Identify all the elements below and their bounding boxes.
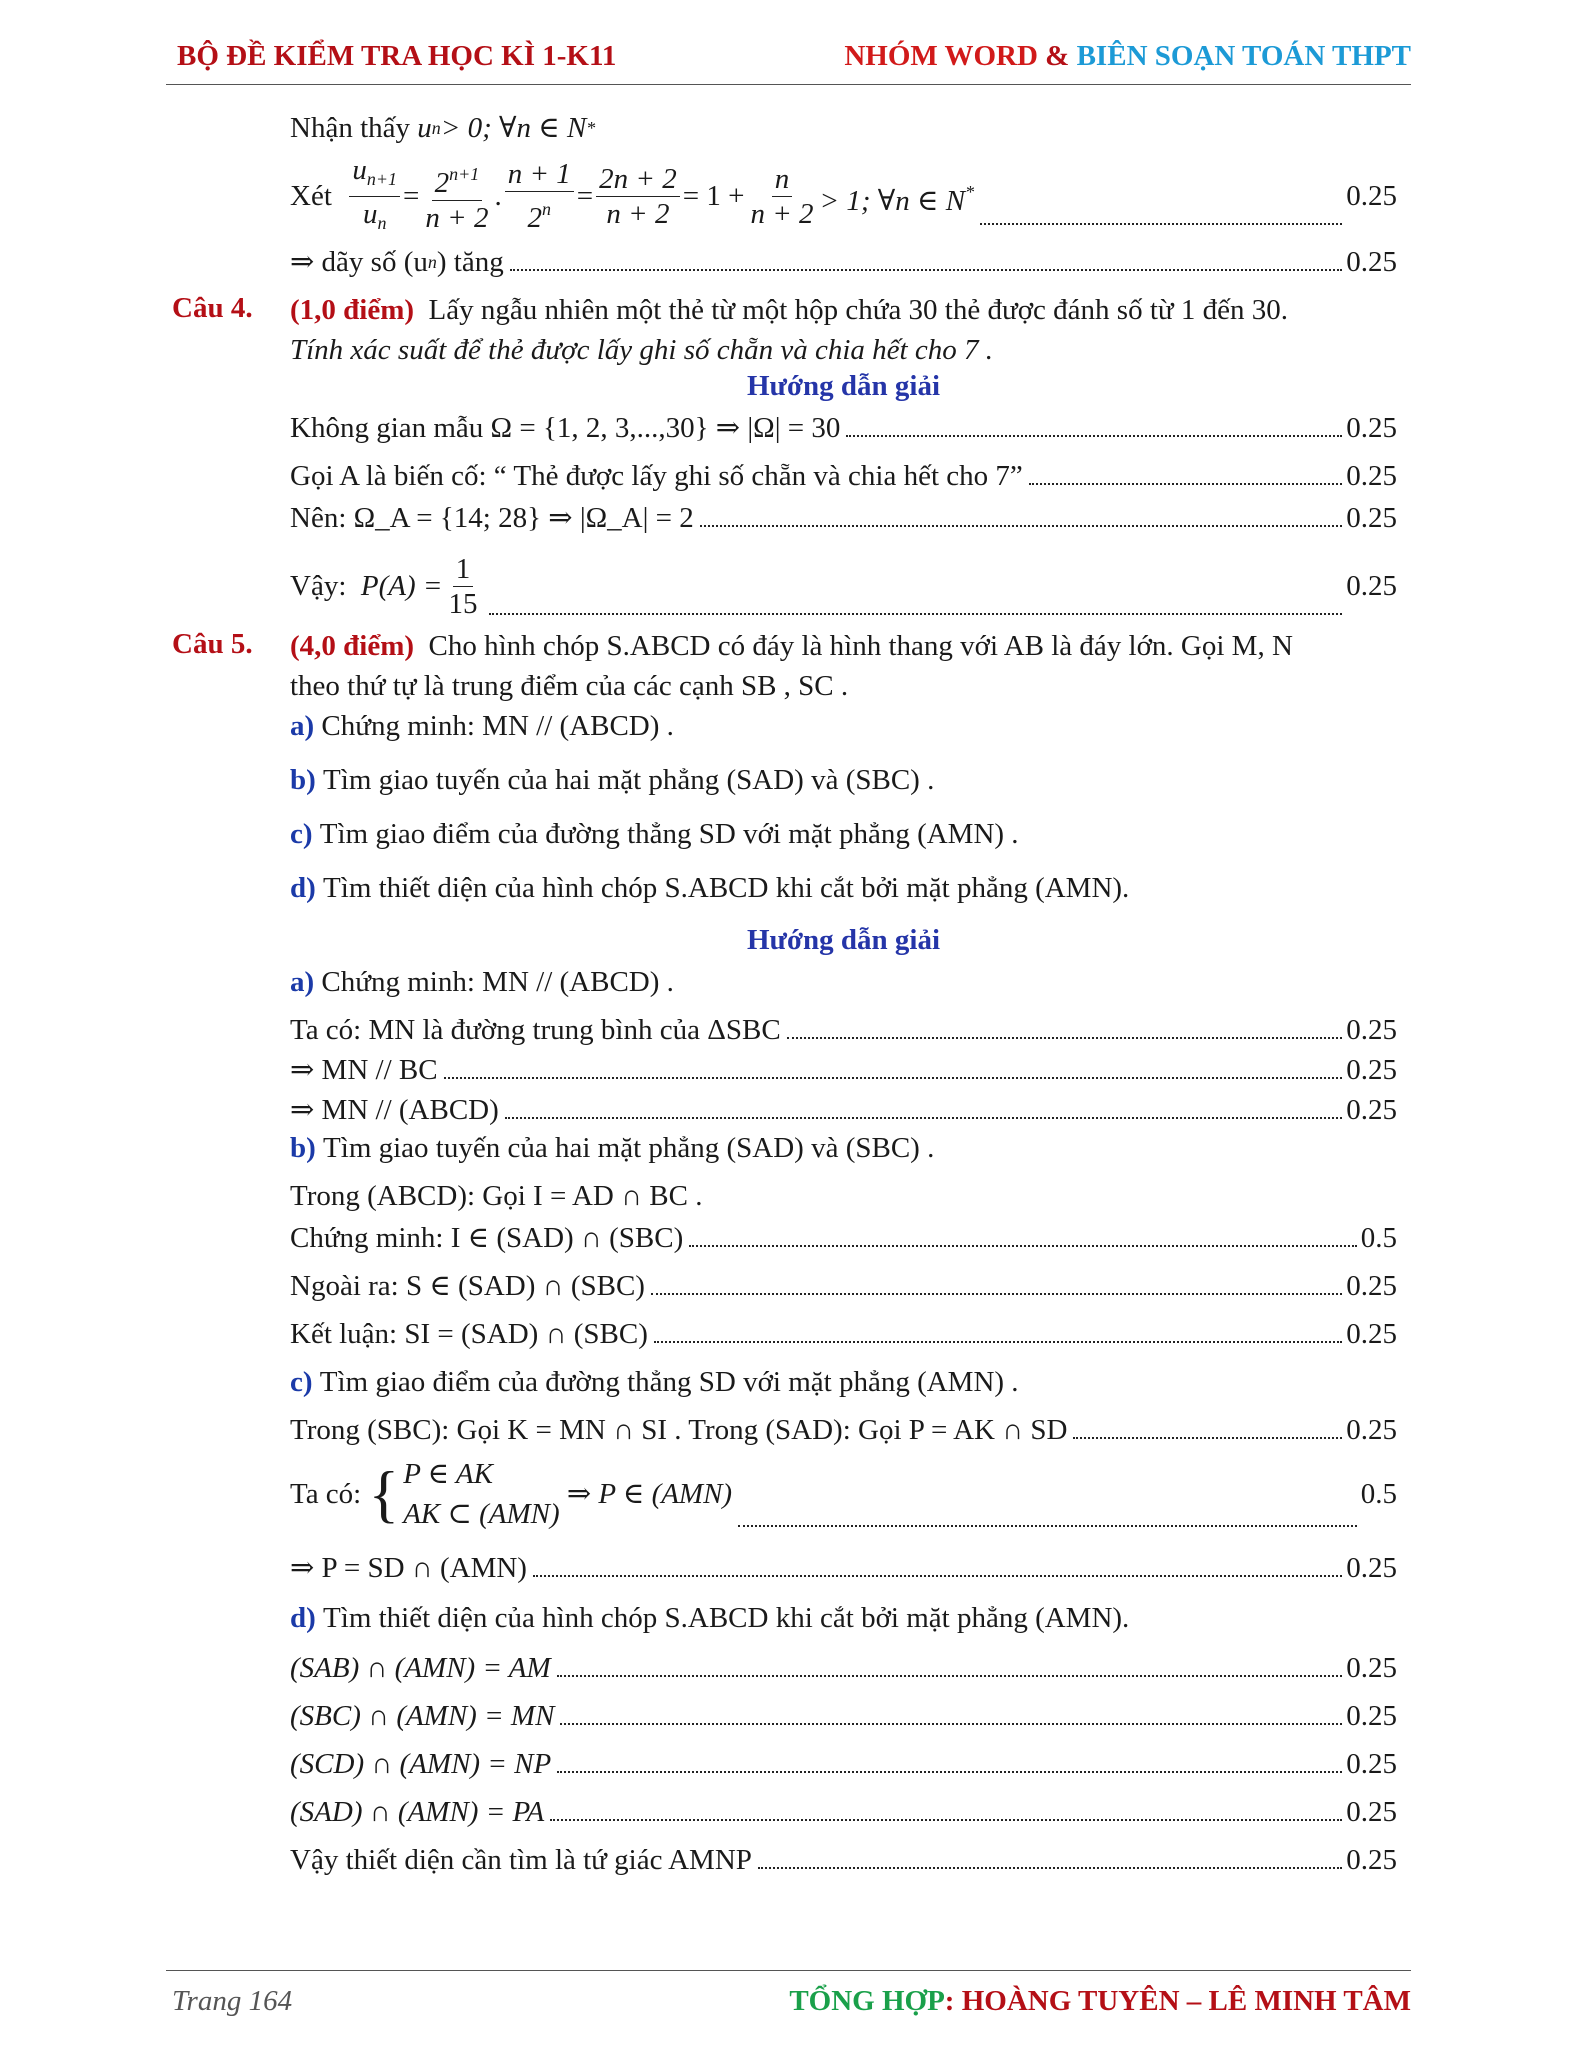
- header-group-subtitle: BIÊN SOẠN TOÁN THPT: [1069, 40, 1411, 72]
- q3-line-positive: Nhận thấy u n > 0; ∀n ∈ N *: [290, 112, 596, 144]
- q3-line-ratio: Xét $\frac{u_{n+1}}{u_n}$ = $\frac{2^{n+1}}{n + 2}$ . $\frac{n + 1}{2^n}$ = $\frac{2n + 2}{n + 2}$ = 1 + $\frac{n}{n + 2}$ > 1; ∀n ∈ N* 0.25: [290, 158, 1397, 234]
- header-title-left: BỘ ĐỀ KIỂM TRA HỌC KÌ 1-K11: [177, 40, 617, 72]
- q5-sol-step: Kết luận: SI = (SAD) ∩ (SBC) 0.25: [290, 1318, 1397, 1350]
- score: 0.25: [1346, 246, 1397, 278]
- q5-sol-step: (SCD) ∩ (AMN) = NP 0.25: [290, 1748, 1397, 1780]
- q5-part-c: c) Tìm giao điểm của đường thẳng SD với mặt phẳng (AMN) .: [290, 818, 1019, 850]
- q5-solution-title: Hướng dẫn giải: [746, 924, 941, 956]
- q5-sol-step: (SAB) ∩ (AMN) = AM 0.25: [290, 1652, 1397, 1684]
- q5-part-a: a) Chứng minh: MN // (ABCD) .: [290, 710, 674, 742]
- q5-sol-a-heading: a) Chứng minh: MN // (ABCD) .: [290, 966, 674, 998]
- q5-sol-step: Chứng minh: I ∈ (SAD) ∩ (SBC) 0.5: [290, 1222, 1397, 1254]
- question-4-label: Câu 4.: [172, 292, 253, 324]
- header-rule: [166, 84, 1411, 85]
- page-number: Trang 164: [172, 1985, 293, 2017]
- q5-sol-step: ⇒ MN // BC 0.25: [290, 1054, 1397, 1086]
- brace-symbol: {: [368, 1458, 400, 1529]
- question-5-prompt-line2: theo thứ tự là trung điểm của các cạnh SB , SC .: [290, 670, 849, 702]
- equation-system: P ∈ AK AK ⊂ (AMN): [403, 1458, 560, 1530]
- q4-step-probability: Vậy: P(A) = $\frac{1}{15}$ 0.25: [290, 552, 1397, 620]
- ratio-fraction-3: $\frac{n + 1}{2^n}$: [505, 157, 574, 235]
- question-5-label: Câu 5.: [172, 628, 253, 660]
- q5-sol-b-intro: Trong (ABCD): Gọi I = AD ∩ BC .: [290, 1180, 703, 1212]
- question-4-prompt-line2: Tính xác suất để thẻ được lấy ghi số chẵn và chia hết cho 7 .: [290, 334, 993, 366]
- header-group-name: NHÓM WORD: [844, 40, 1046, 72]
- q5-sol-d-heading: d) Tìm thiết diện của hình chóp S.ABCD khi cắt bởi mặt phẳng (AMN).: [290, 1602, 1130, 1634]
- q3-line-conclusion: ⇒ dãy số (u n ) tăng 0.25: [290, 246, 1397, 278]
- question-4-prompt-line1: (1,0 điểm) Lấy ngẫu nhiên một thẻ từ một hộp chứa 30 thẻ được đánh số từ 1 đến 30.: [290, 294, 1288, 326]
- score: 0.25: [1346, 180, 1397, 212]
- q5-sol-step: Trong (SBC): Gọi K = MN ∩ SI . Trong (SAD): Gọi P = AK ∩ SD 0.25: [290, 1414, 1397, 1446]
- header-title-right: [844, 40, 1411, 73]
- q5-sol-step: ⇒ P = SD ∩ (AMN) 0.25: [290, 1552, 1397, 1584]
- q5-sol-step: ⇒ MN // (ABCD) 0.25: [290, 1094, 1397, 1126]
- q5-sol-step: (SAD) ∩ (AMN) = PA 0.25: [290, 1796, 1397, 1828]
- q5-sol-step: Ta có: MN là đường trung bình của ΔSBC 0.25: [290, 1014, 1397, 1046]
- q5-sol-step: Vậy thiết diện cần tìm là tứ giác AMNP 0.25: [290, 1844, 1397, 1876]
- q4-step: Gọi A là biến cố: “ Thẻ được lấy ghi số chẵn và chia hết cho 7” 0.25: [290, 460, 1397, 492]
- question-5-prompt-line1: (4,0 điểm) Cho hình chóp S.ABCD có đáy là hình thang với AB là đáy lớn. Gọi M, N: [290, 630, 1293, 662]
- q5-sol-b-heading: b) Tìm giao tuyến của hai mặt phẳng (SAD) và (SBC) .: [290, 1132, 935, 1164]
- q5-part-b: b) Tìm giao tuyến của hai mặt phẳng (SAD) và (SBC) .: [290, 764, 935, 796]
- probability-fraction: $\frac{1}{15}$: [448, 552, 478, 620]
- q5-sol-step: Ngoài ra: S ∈ (SAD) ∩ (SBC) 0.25: [290, 1270, 1397, 1302]
- header-ampersand: &: [1045, 40, 1070, 72]
- ratio-fraction-5: $\frac{n}{n + 2}$: [750, 162, 814, 230]
- footer-authors: TỔNG HỢP: HOÀNG TUYÊN – LÊ MINH TÂM: [789, 1985, 1411, 2017]
- ratio-fraction-4: $\frac{2n + 2}{n + 2}$: [596, 162, 680, 231]
- q5-part-d: d) Tìm thiết diện của hình chóp S.ABCD khi cắt bởi mặt phẳng (AMN).: [290, 872, 1130, 904]
- q4-solution-title: Hướng dẫn giải: [746, 370, 941, 402]
- q5-sol-c-heading: c) Tìm giao điểm của đường thẳng SD với mặt phẳng (AMN) .: [290, 1366, 1019, 1398]
- q5-sol-step: (SBC) ∩ (AMN) = MN 0.25: [290, 1700, 1397, 1732]
- q4-step: Nên: Ω_A = {14; 28} ⇒ |Ω_A| = 2 0.25: [290, 502, 1397, 534]
- footer-rule: [166, 1970, 1411, 1971]
- q5-sol-c-system: Ta có: { P ∈ AK AK ⊂ (AMN) ⇒ P ∈ (AMN) 0.5: [290, 1452, 1397, 1536]
- q4-step: Không gian mẫu Ω = {1, 2, 3,...,30} ⇒ |Ω| = 30 0.25: [290, 412, 1397, 444]
- ratio-fraction-1: $\frac{u_{n+1}}{u_n}$: [349, 153, 400, 240]
- ratio-fraction-2: $\frac{2^{n+1}}{n + 2}$: [422, 157, 491, 235]
